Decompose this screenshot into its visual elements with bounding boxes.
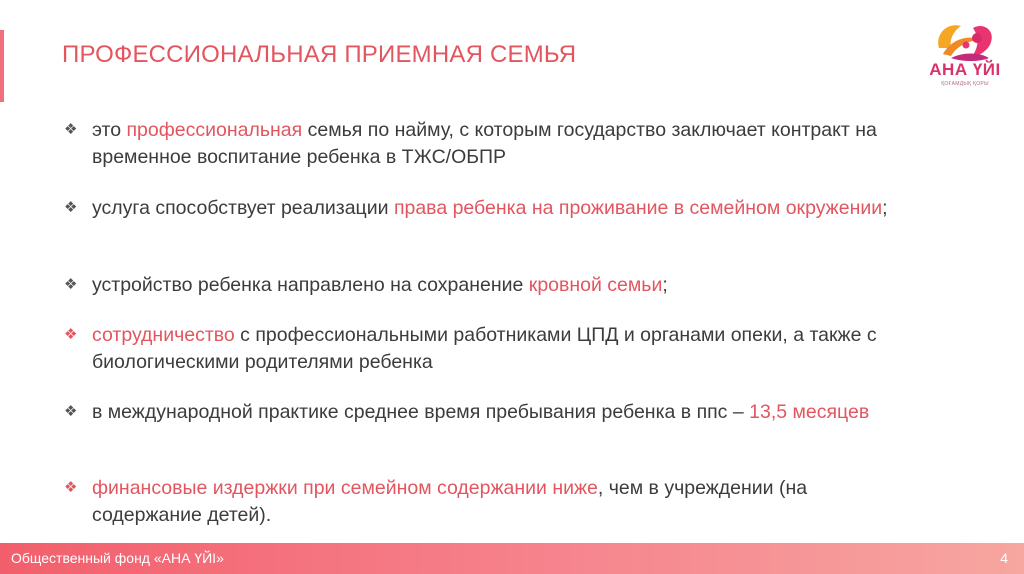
bullet-text bbox=[64, 322, 914, 376]
bullet-text bbox=[64, 475, 914, 529]
diamond-bullet-icon: ❖ bbox=[64, 199, 78, 216]
slide-title: ПРОФЕССИОНАЛЬНАЯ ПРИЕМНАЯ СЕМЬЯ bbox=[62, 41, 577, 68]
bullet-highlight: сотрудничество bbox=[92, 324, 235, 346]
diamond-bullet-icon: ❖ bbox=[64, 403, 78, 420]
diamond-bullet-icon: ❖ bbox=[64, 326, 78, 343]
page-number: 4 bbox=[1000, 550, 1008, 566]
bullet-item bbox=[64, 117, 914, 171]
bullet-item bbox=[64, 399, 914, 426]
bullet-item bbox=[64, 272, 914, 299]
bullet-text-segment: , чем в учреждении (на содержание детей). bbox=[92, 477, 808, 526]
logo-name: АНА ҮЙІ bbox=[929, 60, 1001, 79]
bullet-item bbox=[64, 195, 914, 222]
bullet-item bbox=[64, 475, 914, 529]
bullet-highlight: 13,5 месяцев bbox=[749, 401, 870, 423]
bullet-text-segment: ; bbox=[882, 197, 888, 219]
diamond-bullet-icon: ❖ bbox=[64, 479, 78, 496]
heart-family-icon bbox=[933, 18, 997, 64]
bullet-text-segment: семья по найму, с которым государство заключает контракт на временное воспитание ребенка в ТЖС/ОБПР bbox=[92, 119, 877, 168]
bullet-text-segment: ; bbox=[662, 274, 668, 296]
logo-tagline: ҚОҒАМДЫҚ ҚОРЫ bbox=[941, 81, 989, 87]
bullet-text-segment: устройство ребенка направлено на сохранение bbox=[92, 274, 529, 296]
bullet-highlight: кровной семьи bbox=[528, 274, 663, 296]
bullet-highlight: профессиональная bbox=[126, 119, 303, 141]
bullet-text bbox=[64, 272, 914, 299]
logo bbox=[925, 18, 1005, 96]
left-accent-bar bbox=[0, 30, 4, 102]
bullet-highlight: финансовые издержки при семейном содержании ниже bbox=[92, 477, 598, 499]
diamond-bullet-icon: ❖ bbox=[64, 121, 78, 138]
bullet-highlight: права ребенка на проживание в семейном окружении bbox=[393, 197, 883, 219]
bullet-text bbox=[64, 399, 914, 426]
bullet-text bbox=[64, 195, 914, 222]
bullet-item bbox=[64, 322, 914, 376]
footer-label: Общественный фонд «АНА ҮЙІ» bbox=[11, 550, 224, 566]
diamond-bullet-icon: ❖ bbox=[64, 276, 78, 293]
bullet-text-segment: в международной практике среднее время пребывания ребенка в ппс – bbox=[92, 401, 750, 423]
bullet-text-segment: с профессиональными работниками ЦПД и органами опеки, а также с биологическими родителями ребенка bbox=[92, 324, 877, 373]
footer-bar bbox=[0, 543, 1024, 574]
bullet-text-segment: это bbox=[92, 119, 127, 141]
bullet-text bbox=[64, 117, 914, 171]
bullet-text-segment: услуга способствует реализации bbox=[92, 197, 394, 219]
